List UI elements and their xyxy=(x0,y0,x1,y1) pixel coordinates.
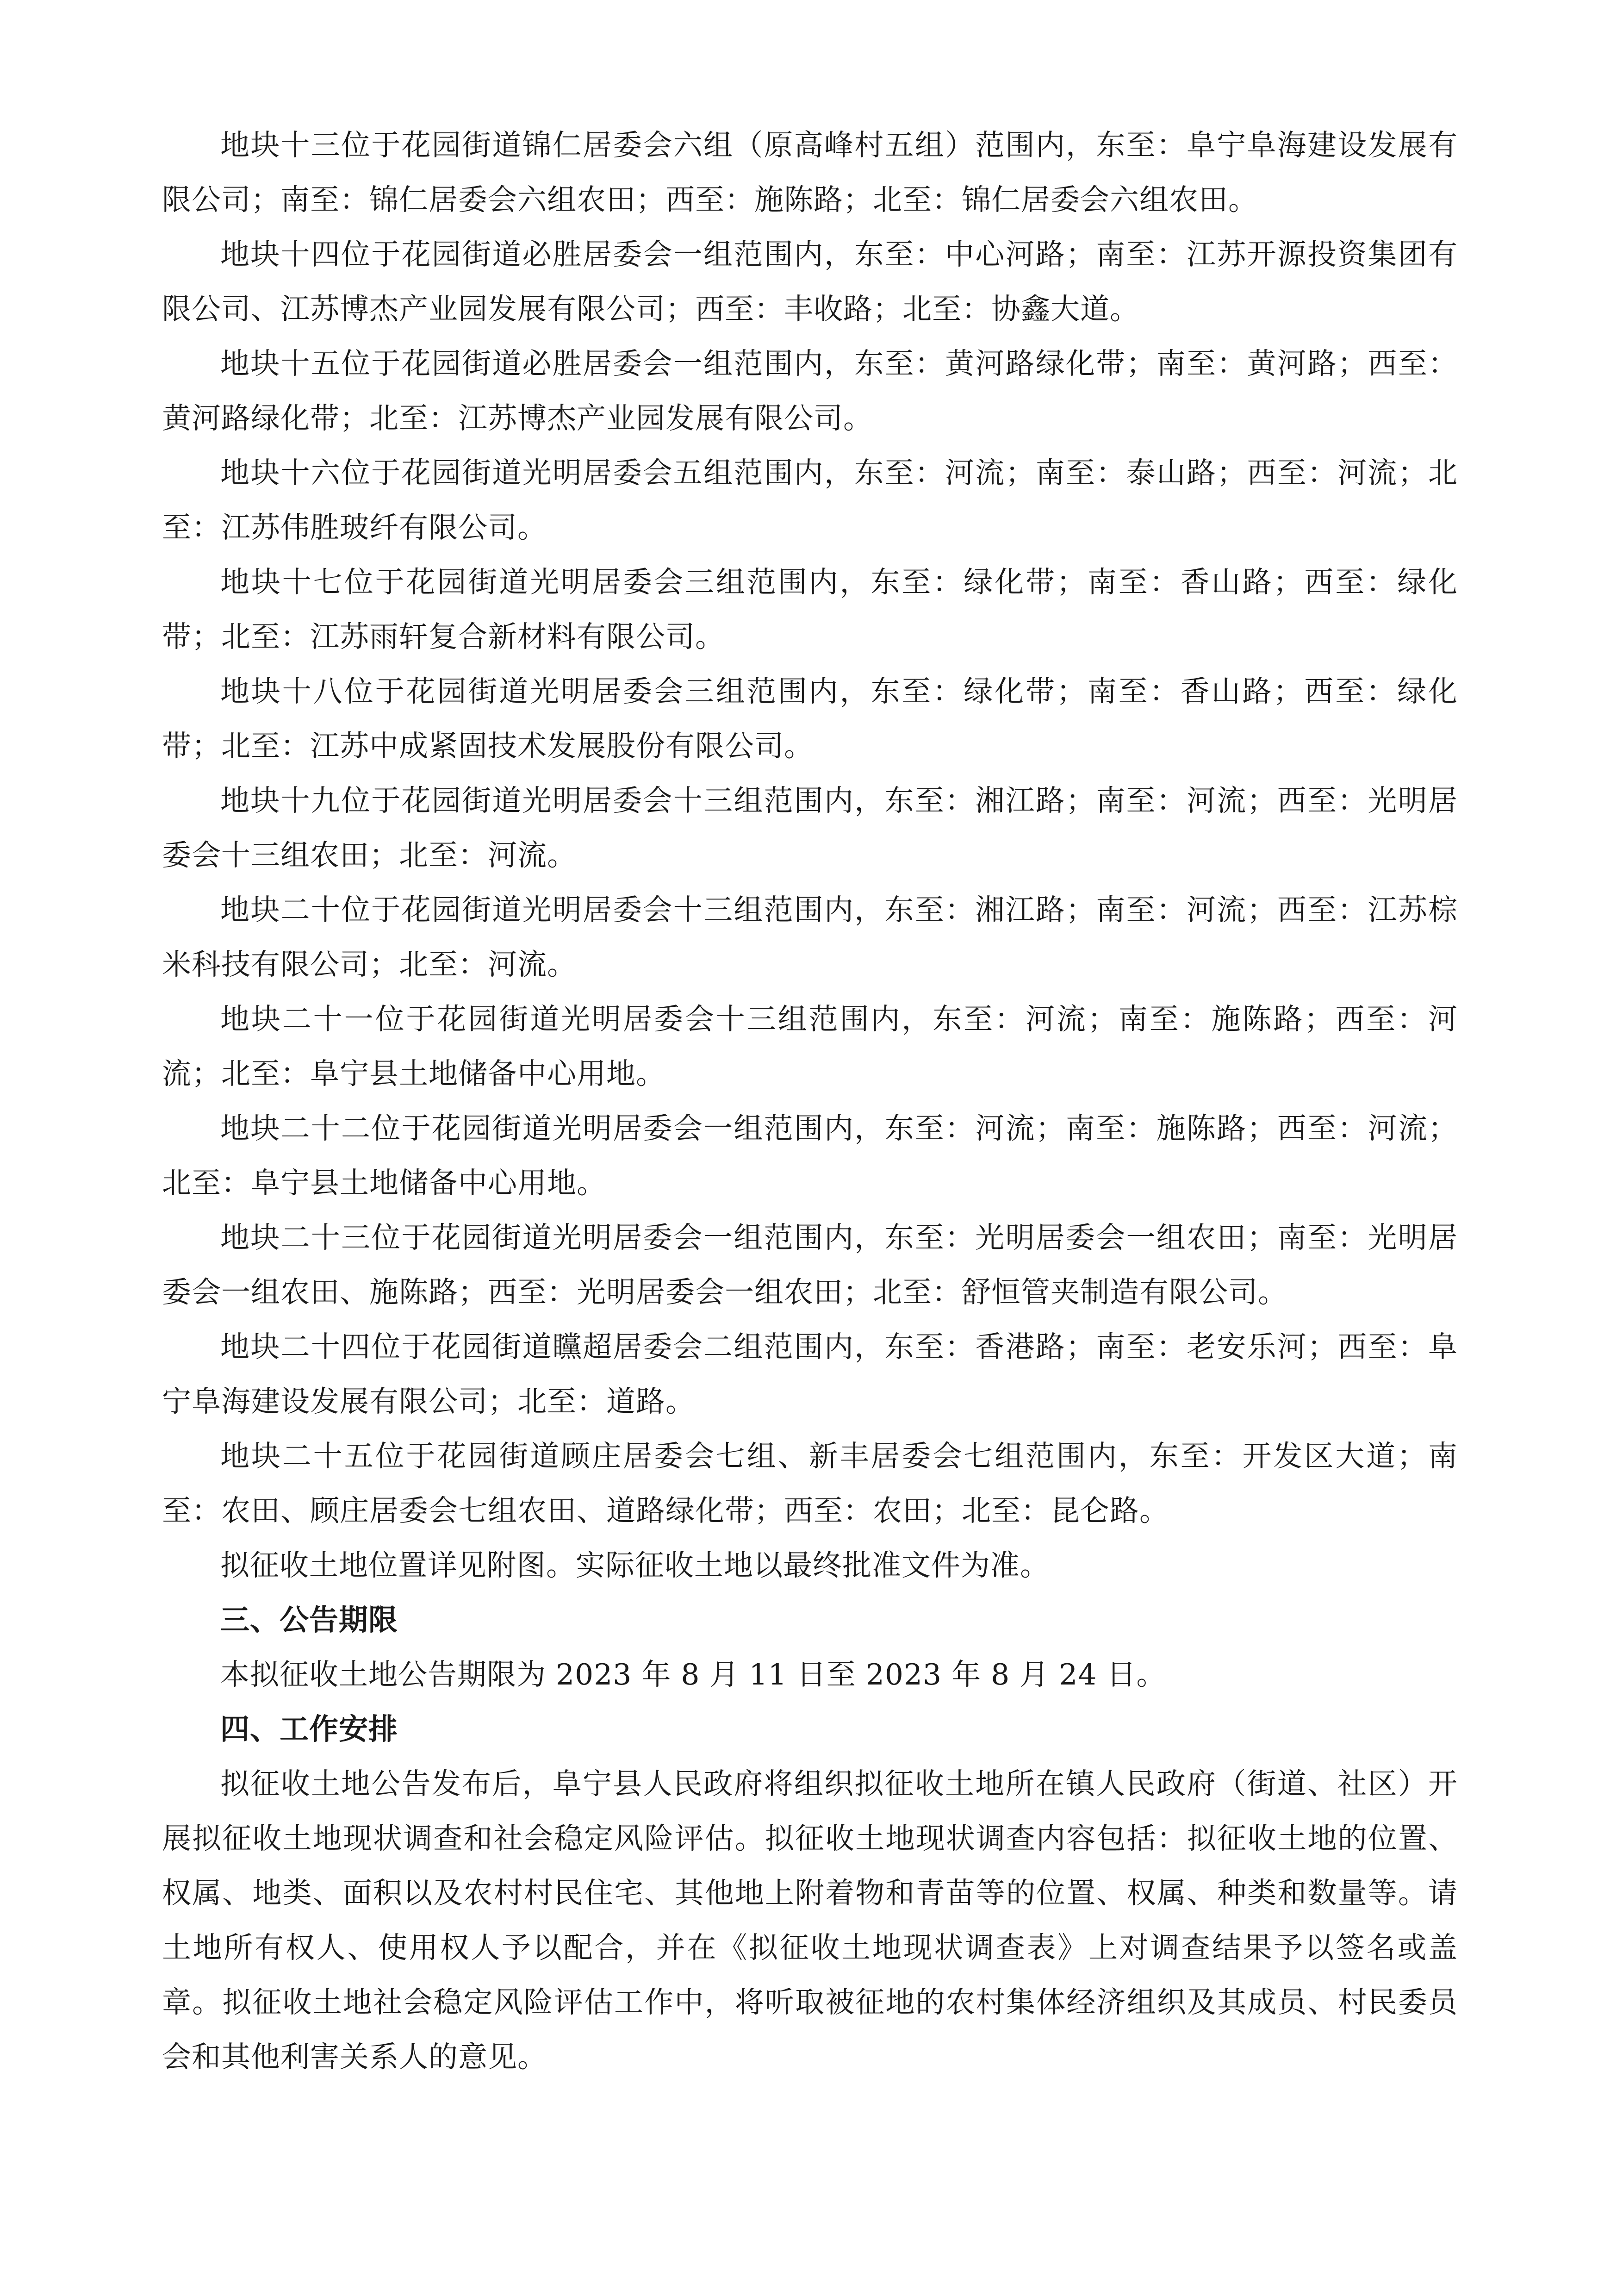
paragraph-plot-24: 地块二十四位于花园街道矘超居委会二组范围内，东至：香港路；南至：老安乐河；西至：阜宁阜海建设发展有限公司；北至：道路。 xyxy=(162,1330,1458,1418)
paragraph-plot-25: 地块二十五位于花园街道顾庄居委会七组、新丰居委会七组范围内，东至：开发区大道；南至：农田、顾庄居委会七组农田、道路绿化带；西至：农田；北至：昆仑路。 xyxy=(162,1439,1458,1528)
paragraph-plot-21: 地块二十一位于花园街道光明居委会十三组范围内，东至：河流；南至：施陈路；西至：河流；北至：阜宁县土地储备中心用地。 xyxy=(162,1002,1458,1091)
paragraph-plot-14: 地块十四位于花园街道必胜居委会一组范围内，东至：中心河路；南至：江苏开源投资集团有限公司、江苏博杰产业园发展有限公司；西至：丰收路；北至：协鑫大道。 xyxy=(162,237,1458,326)
paragraph-plot-17: 地块十七位于花园街道光明居委会三组范围内，东至：绿化带；南至：香山路；西至：绿化带；北至：江苏雨轩复合新材料有限公司。 xyxy=(162,565,1458,654)
section-heading-work-arrangement: 四、工作安排 xyxy=(220,1712,398,1746)
paragraph-plot-16: 地块十六位于花园街道光明居委会五组范围内，东至：河流；南至：泰山路；西至：河流；北至：江苏伟胜玻纤有限公司。 xyxy=(162,456,1458,544)
paragraph-plot-23: 地块二十三位于花园街道光明居委会一组范围内，东至：光明居委会一组农田；南至：光明居委会一组农田、施陈路；西至：光明居委会一组农田；北至：舒恒管夹制造有限公司。 xyxy=(162,1221,1458,1309)
paragraph-plot-19: 地块十九位于花园街道光明居委会十三组范围内，东至：湘江路；南至：河流；西至：光明居委会十三组农田；北至：河流。 xyxy=(162,784,1458,872)
paragraph-plot-13: 地块十三位于花园街道锦仁居委会六组（原高峰村五组）范围内，东至：阜宁阜海建设发展有限公司；南至：锦仁居委会六组农田；西至：施陈路；北至：锦仁居委会六组农田。 xyxy=(162,128,1458,217)
paragraph-map-note: 拟征收土地位置详见附图。实际征收土地以最终批准文件为准。 xyxy=(220,1548,1050,1582)
paragraph-plot-18: 地块十八位于花园街道光明居委会三组范围内，东至：绿化带；南至：香山路；西至：绿化带；北至：江苏中成紧固技术发展股份有限公司。 xyxy=(162,674,1458,763)
paragraph-work-arrangement: 拟征收土地公告发布后，阜宁县人民政府将组织拟征收土地所在镇人民政府（街道、社区）开展拟征收土地现状调查和社会稳定风险评估。拟征收土地现状调查内容包括：拟征收土地的位置、权属、地类、面积以及农村村民住宅、其他地上附着物和青苗等的位置、权属、种类和数量等。请土地所有权人、使用权人予以配合，并在《拟征收土地现状调查表》上对调查结果予以签名或盖章。拟征收土地社会稳定风险评估工作中，将听取被征地的农村集体经济组织及其成员、村民委员会和其他利害关系人的意见。 xyxy=(162,1767,1458,2074)
paragraph-plot-20: 地块二十位于花园街道光明居委会十三组范围内，东至：湘江路；南至：河流；西至：江苏棕米科技有限公司；北至：河流。 xyxy=(162,893,1458,981)
paragraph-plot-15: 地块十五位于花园街道必胜居委会一组范围内，东至：黄河路绿化带；南至：黄河路；西至：黄河路绿化带；北至：江苏博杰产业园发展有限公司。 xyxy=(162,347,1458,435)
document-body xyxy=(162,118,1458,2084)
paragraph-notice-period: 本拟征收土地公告期限为 2023 年 8 月 11 日至 2023 年 8 月 24 日。 xyxy=(220,1658,1166,1691)
paragraph-plot-22: 地块二十二位于花园街道光明居委会一组范围内，东至：河流；南至：施陈路；西至：河流；北至：阜宁县土地储备中心用地。 xyxy=(162,1111,1458,1200)
section-heading-notice-period: 三、公告期限 xyxy=(220,1603,398,1637)
